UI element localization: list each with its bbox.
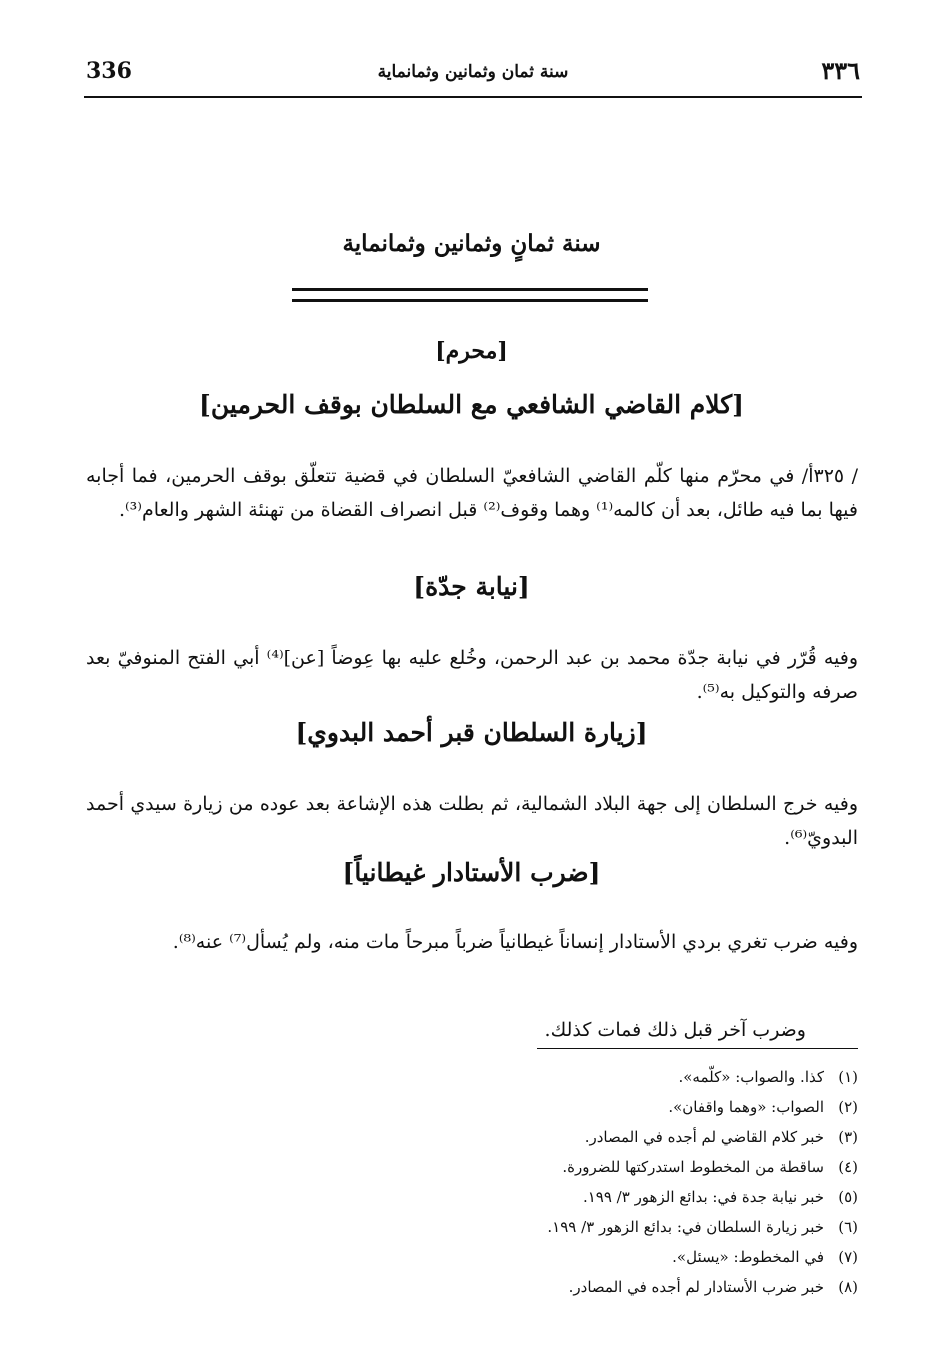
footnote-text: خبر كلام القاضي لم أجده في المصادر. xyxy=(584,1128,824,1146)
footnote-item xyxy=(380,1182,858,1212)
footnote-text: خبر ضرب الأستادار لم أجده في المصادر. xyxy=(568,1278,824,1296)
footnote-number: (٣) xyxy=(838,1128,858,1146)
footnote-item xyxy=(380,1272,858,1302)
chapter-title: سنة ثمانٍ وثمانين وثمانماية xyxy=(342,230,601,257)
footnotes-list xyxy=(380,1062,858,1302)
footnote-text: كذا. والصواب: «كلّمه». xyxy=(678,1068,824,1086)
section-heading-jeddah: [نيابة جدّة] xyxy=(413,572,530,601)
running-header xyxy=(84,54,862,98)
footnote-text: في المخطوط: «يسئل». xyxy=(672,1248,824,1266)
section-text-jeddah: وفيه قُرّر في نيابة جدّة محمد بن عبد الرحمن، وخُلع عليه بها عِوضاً [عن]⁽⁴⁾ أبي الفتح المنوفيّ بعد صرفه والتوكيل به⁽⁵⁾. xyxy=(86,647,858,703)
page-number-latin: 336 xyxy=(86,58,132,84)
footnote-item xyxy=(380,1242,858,1272)
footnote-item xyxy=(380,1092,858,1122)
title-double-rule xyxy=(292,288,648,302)
footnote-text: خبر زيارة السلطان في: بدائع الزهور ٣/ ١٩٩. xyxy=(547,1218,824,1236)
footnote-number: (٥) xyxy=(838,1188,858,1206)
section-text-badawi: وفيه خرج السلطان إلى جهة البلاد الشمالية، ثم بطلت هذه الإشاعة بعد عوده من زيارة سيدي أحمد البدويّ⁽⁶⁾. xyxy=(86,793,858,849)
page-number-arabic: ٣٣٦ xyxy=(821,56,860,85)
footnote-separator xyxy=(537,1048,858,1049)
footnote-item xyxy=(380,1152,858,1182)
footnote-number: (٧) xyxy=(838,1248,858,1266)
footnote-number: (٢) xyxy=(838,1098,858,1116)
footnote-text: ساقطة من المخطوط استدركتها للضرورة. xyxy=(562,1158,824,1176)
footnote-number: (٨) xyxy=(838,1278,858,1296)
footnote-text: الصواب: «وهما واقفان». xyxy=(668,1098,824,1116)
section-heading-qadi: [كلام القاضي الشافعي مع السلطان بوقف الحرمين] xyxy=(199,390,744,419)
footnote-text: خبر نيابة جدة في: بدائع الزهور ٣/ ١٩٩. xyxy=(582,1188,824,1206)
month-heading: [محرم] xyxy=(435,338,508,364)
footnote-number: (٤) xyxy=(838,1158,858,1176)
section-text-ustadar-2: وضرب آخر قبل ذلك فمات كذلك. xyxy=(544,1019,806,1041)
section-heading-badawi: [زيارة السلطان قبر أحمد البدوي] xyxy=(295,718,648,747)
footnote-number: (١) xyxy=(838,1068,858,1086)
section-text-ustadar: وفيه ضرب تغري بردي الأستادار إنساناً غيطانياً ضرباً مبرحاً مات منه، ولم يُسأل⁽⁷⁾ عنه⁽⁸⁾. xyxy=(172,931,858,953)
footnote-item xyxy=(380,1122,858,1152)
section-heading-ustadar: [ضرب الأستادار غيطانياً] xyxy=(342,858,601,887)
footnote-number: (٦) xyxy=(838,1218,858,1236)
section-text-qadi: / ٣٢٥أ/ في محرّم منها كلّم القاضي الشافعيّ السلطان في قضية تتعلّق بوقف الحرمين، فما أجابه فيها بما فيه طائل، بعد أن كالمه⁽¹⁾ وهما وقوف⁽²⁾ قبل انصراف القضاة من تهنئة الشهر والعام⁽³⁾. xyxy=(86,465,858,521)
footnote-item xyxy=(380,1212,858,1242)
footnote-item xyxy=(380,1062,858,1092)
running-title: سنة ثمان وثمانين وثمانماية xyxy=(377,62,569,82)
